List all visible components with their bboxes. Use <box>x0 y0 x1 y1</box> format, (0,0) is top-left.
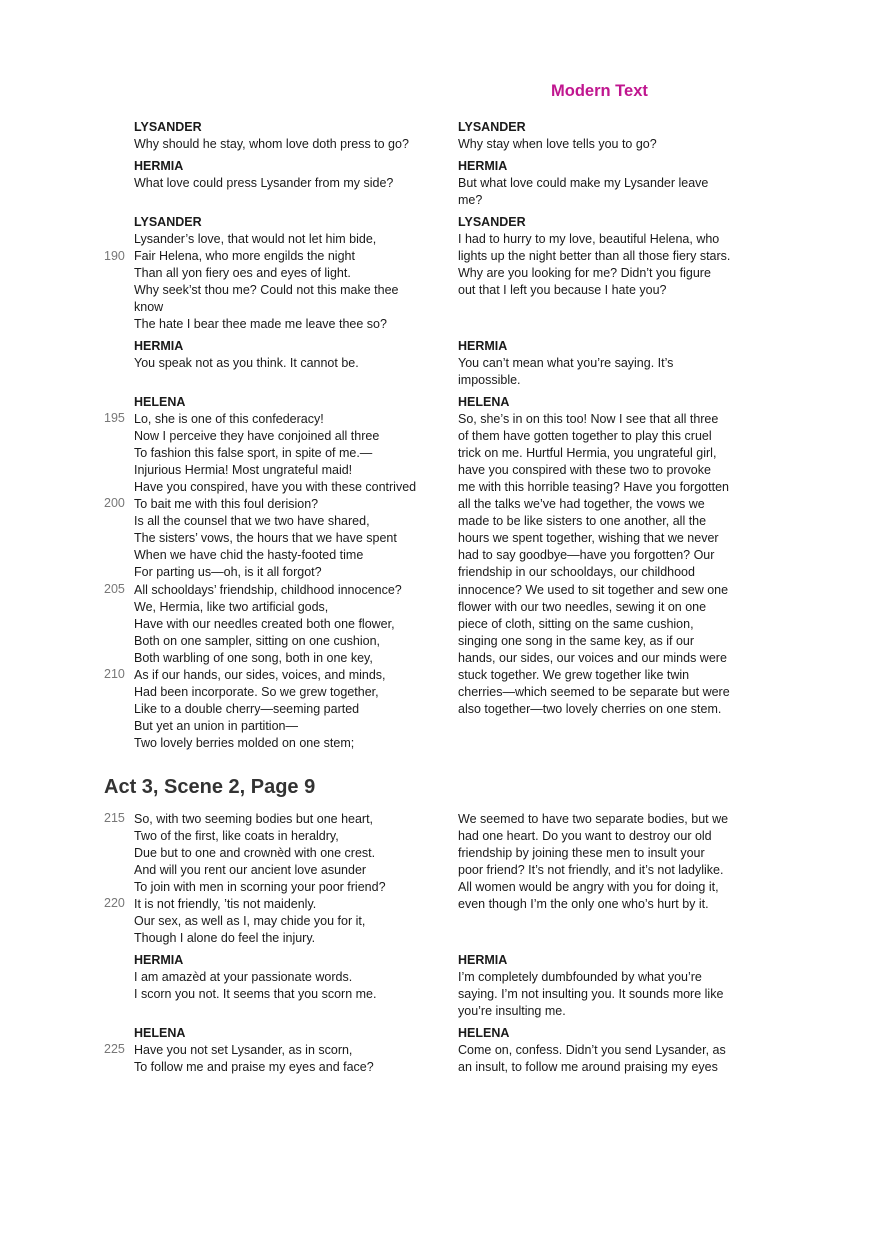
modern-line: had to say goodbye—have you forgotten? Our <box>458 548 715 562</box>
modern-line: singing one song in the same key, as if our <box>458 634 695 648</box>
original-line: Have with our needles created both one flower, <box>134 617 395 631</box>
modern-line: So, she’s in on this too! Now I see that all three <box>458 412 719 426</box>
original-line: And will you rent our ancient love asunder <box>134 863 367 877</box>
speaker-name: HELENA <box>134 1026 186 1040</box>
original-line: Have you conspired, have you with these contrived <box>134 480 417 494</box>
modern-line: you’re insulting me. <box>458 1004 566 1018</box>
modern-line: We seemed to have two separate bodies, but we <box>458 812 729 826</box>
original-line: Though I alone do feel the injury. <box>134 931 316 945</box>
modern-line: innocence? We used to sit together and sew one <box>458 583 729 597</box>
original-line: Our sex, as well as I, may chide you for it, <box>134 914 366 928</box>
modern-line: friendship in our schooldays, our childhood <box>458 565 695 579</box>
speaker-name: HERMIA <box>134 953 184 967</box>
original-line: To fashion this false sport, in spite of me.— <box>134 446 373 460</box>
speaker-name: HERMIA <box>458 339 508 353</box>
speaker-name: HERMIA <box>458 159 508 173</box>
original-line: I am amazèd at your passionate words. <box>134 970 353 984</box>
modern-line: Why stay when love tells you to go? <box>458 137 657 151</box>
line-number: 195 <box>104 411 125 425</box>
original-line: Two lovely berries molded on one stem; <box>134 736 355 750</box>
modern-line: lights up the night better than all those fiery stars. <box>458 249 731 263</box>
original-line: As if our hands, our sides, voices, and minds, <box>134 668 386 682</box>
original-line: Is all the counsel that we two have shared, <box>134 514 370 528</box>
speaker-name: HERMIA <box>134 339 184 353</box>
original-line: What love could press Lysander from my side? <box>134 176 394 190</box>
original-line: Like to a double cherry—seeming parted <box>134 702 360 716</box>
line-number: 205 <box>104 582 125 596</box>
modern-line: have you conspired with these two to provoke <box>458 463 711 477</box>
original-line: Lo, she is one of this confederacy! <box>134 412 324 426</box>
original-line: To join with men in scorning your poor friend? <box>134 880 386 894</box>
modern-line: You can’t mean what you’re saying. It’s <box>458 356 674 370</box>
original-line: When we have chid the hasty-footed time <box>134 548 364 562</box>
original-line: Two of the first, like coats in heraldry, <box>134 829 339 843</box>
modern-line: hours we spent together, wishing that we never <box>458 531 719 545</box>
original-line: Have you not set Lysander, as in scorn, <box>134 1043 353 1057</box>
modern-line: trick on me. Hurtful Hermia, you ungrateful girl, <box>458 446 717 460</box>
speaker-name: HERMIA <box>134 159 184 173</box>
modern-line: also together—two lovely cherries on one stem. <box>458 702 722 716</box>
modern-line: piece of cloth, sitting on the same cushion, <box>458 617 694 631</box>
line-number: 190 <box>104 249 125 263</box>
modern-line: All women would be angry with you for doing it, <box>458 880 719 894</box>
original-line: Had been incorporate. So we grew together, <box>134 685 379 699</box>
line-number: 200 <box>104 496 125 510</box>
original-line: The sisters’ vows, the hours that we have spent <box>134 531 397 545</box>
original-line: For parting us—oh, is it all forgot? <box>134 565 322 579</box>
modern-line: I’m completely dumbfounded by what you’re <box>458 970 702 984</box>
original-line: Lysander’s love, that would not let him bide, <box>134 232 377 246</box>
modern-line: flower with our two needles, sewing it on one <box>458 600 707 614</box>
original-line: know <box>134 300 164 314</box>
original-line: Than all yon fiery oes and eyes of light. <box>134 266 351 280</box>
original-line: Why seek’st thou me? Could not this make thee <box>134 283 399 297</box>
modern-line: stuck together. We grew together like twin <box>458 668 690 682</box>
original-line: All schooldays’ friendship, childhood innocence? <box>134 583 402 597</box>
original-line: Now I perceive they have conjoined all three <box>134 429 380 443</box>
modern-line: all the talks we’ve had together, the vows we <box>458 497 705 511</box>
modern-line: even though I’m the only one who’s hurt by it. <box>458 897 709 911</box>
speaker-name: LYSANDER <box>134 215 202 229</box>
original-line: We, Hermia, like two artificial gods, <box>134 600 329 614</box>
speaker-name: HELENA <box>458 1026 510 1040</box>
modern-line: Come on, confess. Didn’t you send Lysander, as <box>458 1043 726 1057</box>
modern-line: Why are you looking for me? Didn’t you figure <box>458 266 711 280</box>
original-line: Both warbling of one song, both in one key, <box>134 651 373 665</box>
modern-line: I had to hurry to my love, beautiful Helena, who <box>458 232 720 246</box>
modern-text-heading: Modern Text <box>551 82 648 100</box>
modern-line: friendship by joining these men to insult your <box>458 846 705 860</box>
modern-line: had one heart. Do you want to destroy our old <box>458 829 712 843</box>
original-line: It is not friendly, ’tis not maidenly. <box>134 897 317 911</box>
line-number: 210 <box>104 667 125 681</box>
original-line: So, with two seeming bodies but one heart, <box>134 812 374 826</box>
speaker-name: HERMIA <box>458 953 508 967</box>
original-line: To follow me and praise my eyes and face? <box>134 1060 374 1074</box>
modern-line: an insult, to follow me around praising my eyes <box>458 1060 718 1074</box>
modern-line: cherries—which seemed to be separate but were <box>458 685 730 699</box>
speaker-name: LYSANDER <box>134 120 202 134</box>
section-title: Act 3, Scene 2, Page 9 <box>104 776 316 798</box>
modern-line: saying. I’m not insulting you. It sounds more like <box>458 987 724 1001</box>
original-line: Injurious Hermia! Most ungrateful maid! <box>134 463 353 477</box>
line-number: 225 <box>104 1042 125 1056</box>
speaker-name: LYSANDER <box>458 215 526 229</box>
line-number: 215 <box>104 811 125 825</box>
modern-line: me? <box>458 193 483 207</box>
original-line: But yet an union in partition— <box>134 719 298 733</box>
original-line: The hate I bear thee made me leave thee so? <box>134 317 387 331</box>
original-line: You speak not as you think. It cannot be. <box>134 356 359 370</box>
modern-line: made to be like sisters to one another, all the <box>458 514 707 528</box>
speaker-name: HELENA <box>134 395 186 409</box>
modern-line: poor friend? It’s not friendly, and it’s not ladylike. <box>458 863 724 877</box>
modern-line: me with this horrible teasing? Have you forgotten <box>458 480 729 494</box>
original-line: Fair Helena, who more engilds the night <box>134 249 355 263</box>
modern-line: impossible. <box>458 373 521 387</box>
original-line: Both on one sampler, sitting on one cushion, <box>134 634 380 648</box>
speaker-name: HELENA <box>458 395 510 409</box>
modern-line: But what love could make my Lysander leave <box>458 176 709 190</box>
original-line: To bait me with this foul derision? <box>134 497 319 511</box>
modern-line: of them have gotten together to play this cruel <box>458 429 712 443</box>
original-line: Why should he stay, whom love doth press to go? <box>134 137 409 151</box>
line-number: 220 <box>104 896 125 910</box>
original-line: Due but to one and crownèd with one crest. <box>134 846 376 860</box>
speaker-name: LYSANDER <box>458 120 526 134</box>
modern-line: hands, our sides, our voices and our minds were <box>458 651 727 665</box>
modern-line: out that I left you because I hate you? <box>458 283 667 297</box>
original-line: I scorn you not. It seems that you scorn me. <box>134 987 377 1001</box>
